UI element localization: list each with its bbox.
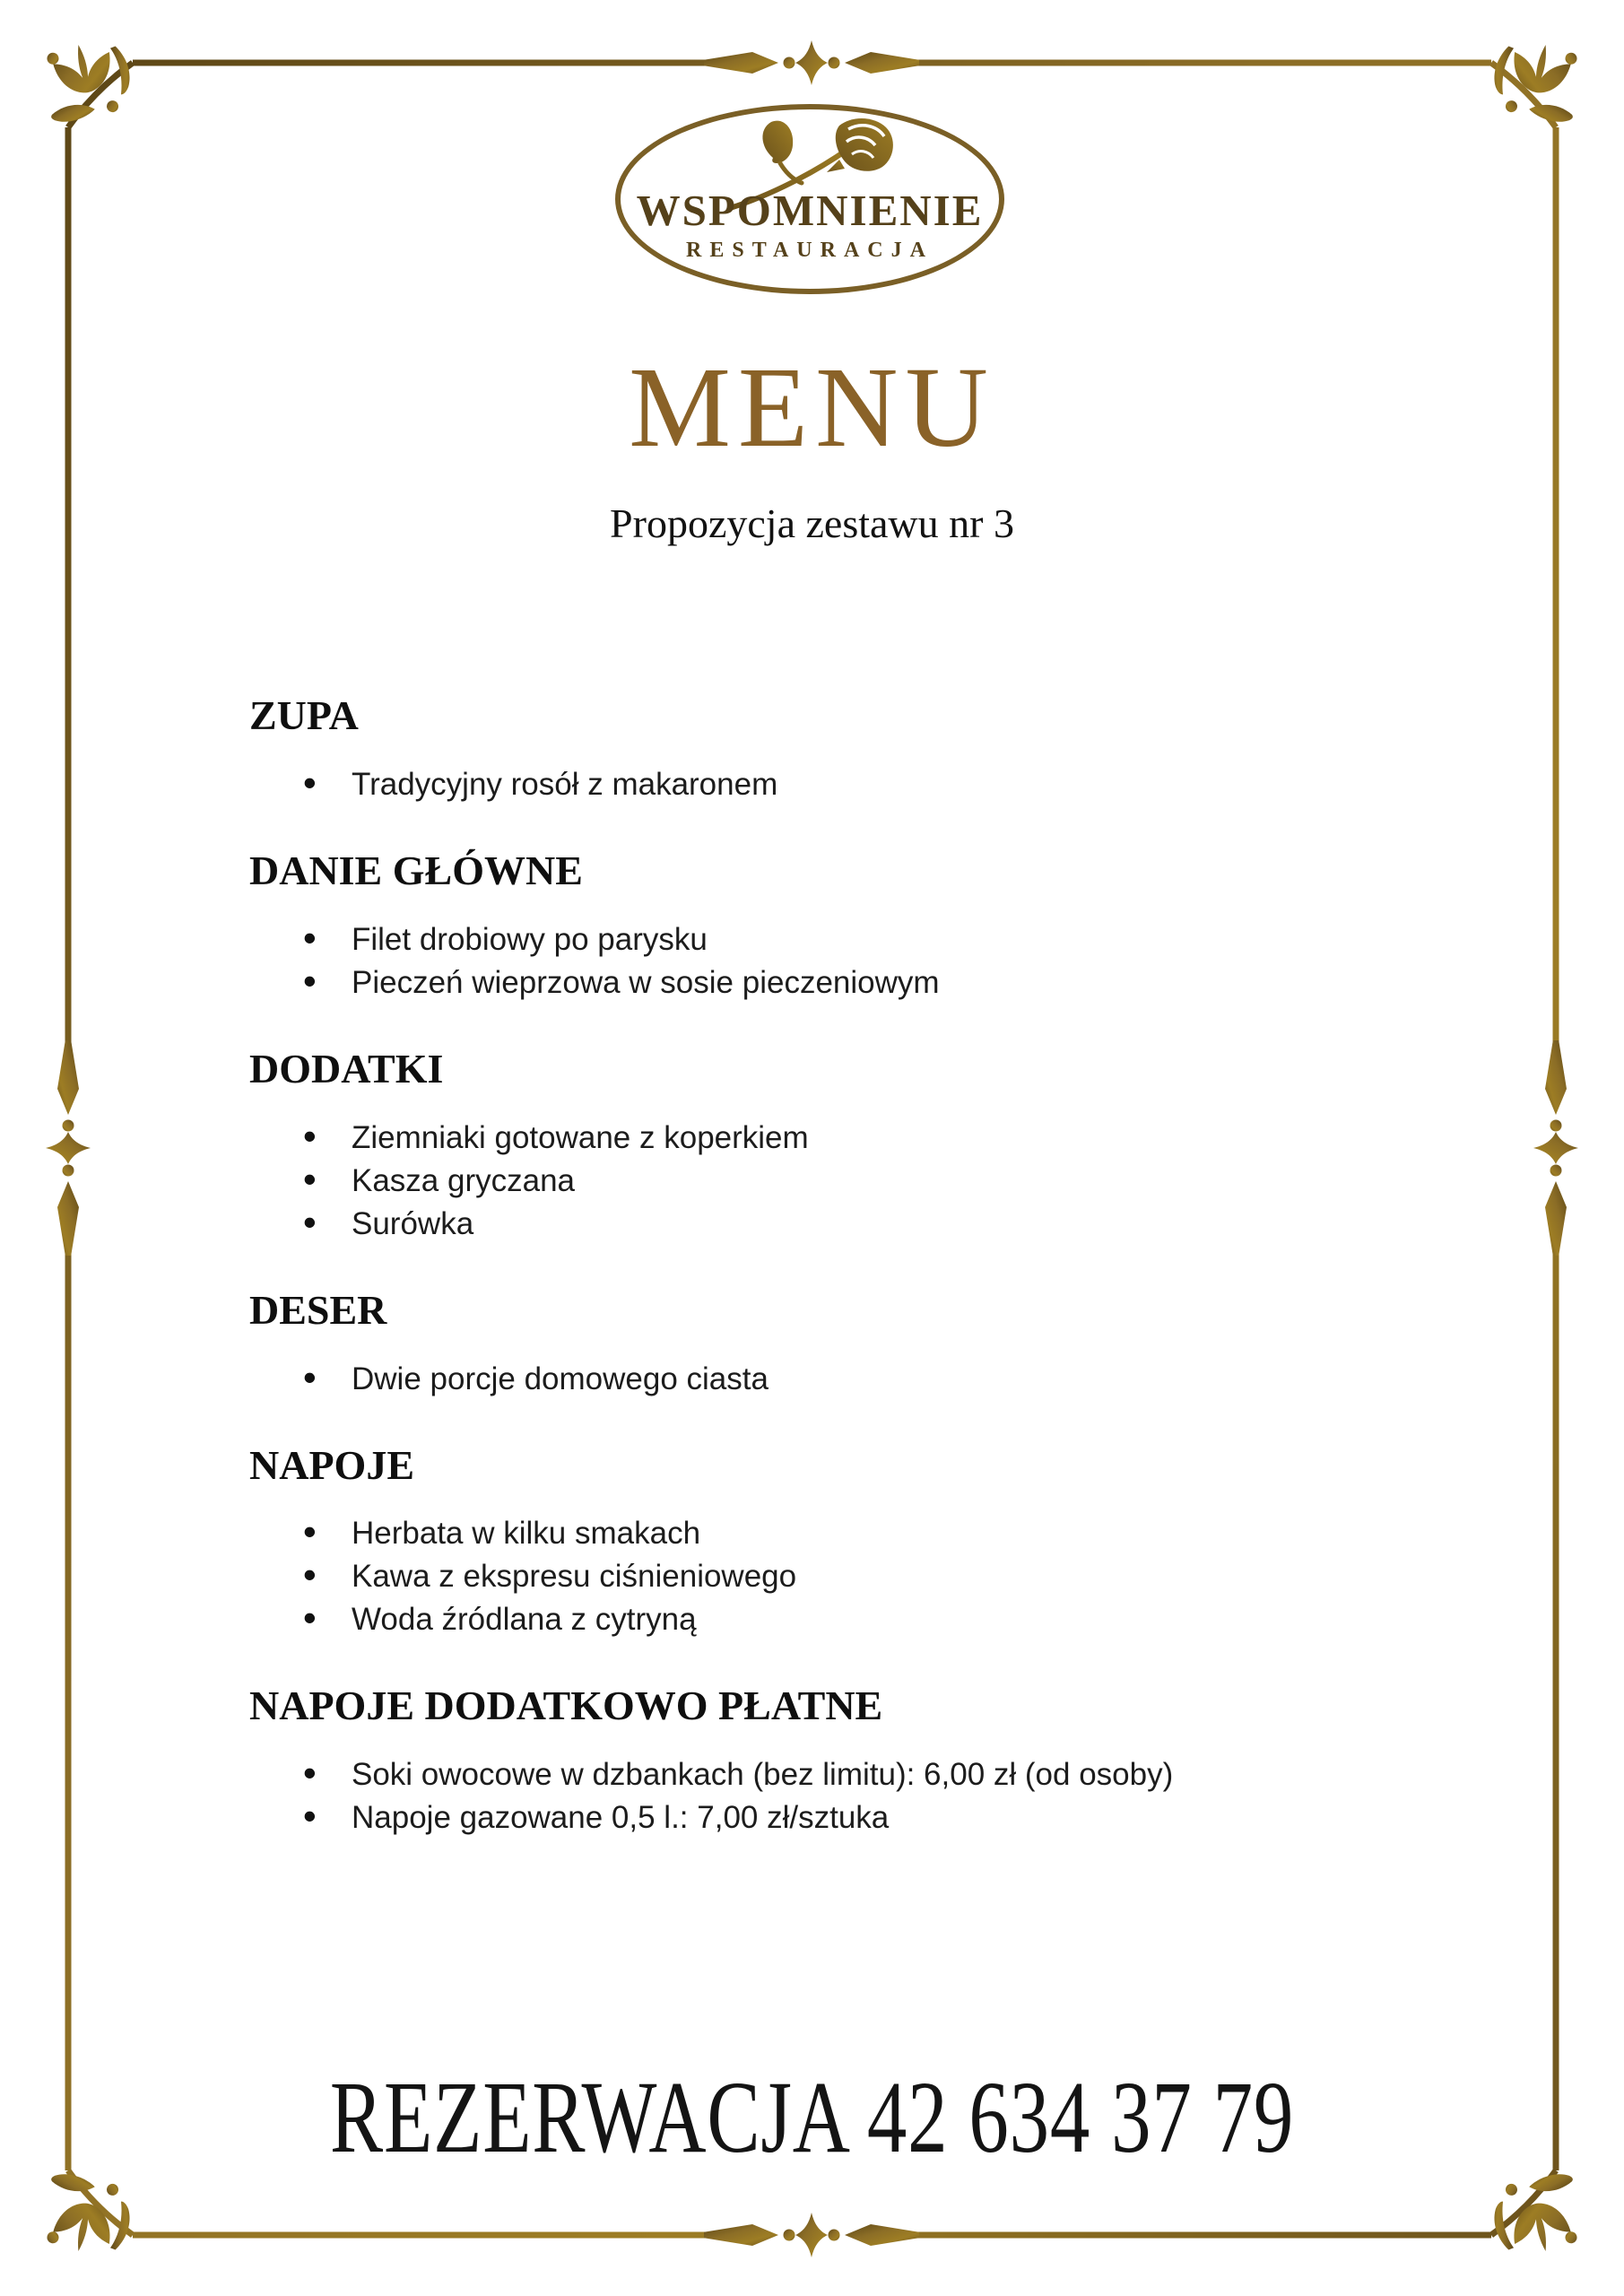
- reservation-line: [178, 2061, 1446, 2173]
- reservation-label: REZERWACJA: [329, 2060, 847, 2174]
- section-items: [249, 763, 1397, 806]
- menu-section-danie-glowne: [249, 848, 1397, 1004]
- menu-section-zupa: [249, 692, 1397, 806]
- menu-item: • Tradycyjny rosół z makaronem: [303, 763, 1397, 806]
- restaurant-tagline: RESTAURACJA: [686, 239, 934, 262]
- menu-section-dodatki: [249, 1046, 1397, 1246]
- section-items: [249, 1512, 1397, 1641]
- section-heading: NAPOJE: [249, 1441, 414, 1488]
- corner-flourish-icon: [38, 36, 136, 126]
- corner-flourish-icon: [1488, 36, 1586, 126]
- restaurant-name: WSPOMNIENIE: [636, 186, 984, 235]
- page-title: MENU: [629, 344, 995, 471]
- menu-item: • Napoje gazowane 0,5 l.: 7,00 zł/sztuka: [303, 1796, 1397, 1839]
- diamond-divider-icon: [46, 1040, 91, 1256]
- page-subtitle: Propozycja zestawu nr 3: [610, 500, 1014, 546]
- section-heading: NAPOJE DODATKOWO PŁATNE: [249, 1683, 883, 1729]
- menu-item: • Surówka: [303, 1203, 1397, 1246]
- menu-item: • Dwie porcje domowego ciasta: [303, 1358, 1397, 1401]
- section-heading: DANIE GŁÓWNE: [249, 847, 583, 893]
- section-items: [249, 1117, 1397, 1246]
- section-heading: DODATKI: [249, 1045, 444, 1091]
- menu-item: • Filet drobiowy po parysku: [303, 918, 1397, 961]
- corner-flourish-icon: [38, 2171, 136, 2261]
- section-items: [249, 1358, 1397, 1401]
- menu-section-napoje-dodatkowo-platne: [249, 1683, 1397, 1839]
- menu-item: • Herbata w kilku smakach: [303, 1512, 1397, 1555]
- diamond-divider-icon: [704, 2213, 919, 2257]
- menu-item: • Kawa z ekspresu ciśnieniowego: [303, 1555, 1397, 1598]
- diamond-divider-icon: [704, 40, 919, 85]
- menu-section-napoje: [249, 1442, 1397, 1642]
- menu-content: [249, 692, 1397, 1839]
- menu-item: • Soki owocowe w dzbankach (bez limitu): 6,00 zł (od osoby): [303, 1753, 1397, 1796]
- section-items: [249, 918, 1397, 1004]
- menu-item: • Ziemniaki gotowane z koperkiem: [303, 1117, 1397, 1160]
- restaurant-logo: [615, 104, 1004, 294]
- menu-section-deser: [249, 1287, 1397, 1401]
- menu-item: • Pieczeń wieprzowa w sosie pieczeniowym: [303, 961, 1397, 1004]
- section-heading: ZUPA: [249, 692, 359, 738]
- corner-flourish-icon: [1488, 2171, 1586, 2261]
- section-heading: DESER: [249, 1286, 387, 1333]
- menu-item: • Kasza gryczana: [303, 1160, 1397, 1203]
- section-items: [249, 1753, 1397, 1839]
- diamond-divider-icon: [1533, 1040, 1578, 1256]
- reservation-phone: 42 634 37 79: [866, 2060, 1295, 2174]
- menu-item: • Woda źródlana z cytryną: [303, 1598, 1397, 1641]
